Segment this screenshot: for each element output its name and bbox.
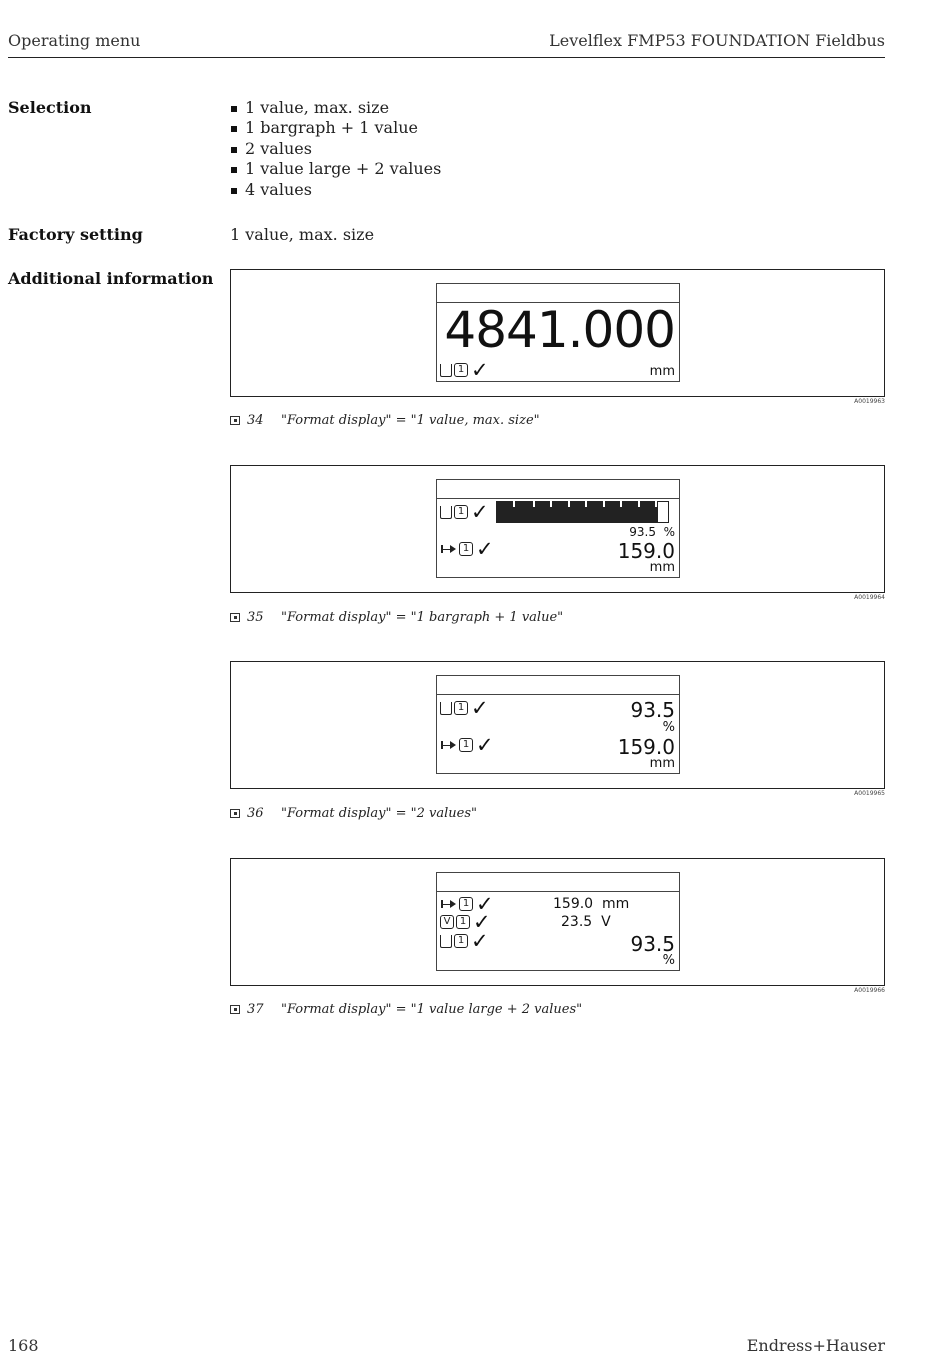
- figure-icon: [230, 1005, 240, 1014]
- small-value-2: 23.5 V: [561, 914, 611, 930]
- bargraph-readout: [629, 525, 675, 539]
- small-value-1: 159.0 mm: [553, 896, 630, 912]
- tank-level-icon: [440, 702, 452, 715]
- list-item: 4 values: [230, 180, 441, 200]
- display-value-1: 93.5: [630, 698, 675, 722]
- factory-setting-value: 1 value, max. size: [230, 225, 375, 244]
- list-item: 2 values: [230, 139, 441, 159]
- bargraph-tick: [638, 501, 640, 507]
- header-section-title: Operating menu: [8, 31, 141, 50]
- brand-name: Endress+Hauser: [746, 1336, 885, 1355]
- channel-badge: 1: [454, 505, 468, 519]
- figure-icon: [230, 416, 240, 425]
- distance-arrow-icon: [440, 897, 457, 911]
- check-icon: ✓: [476, 892, 494, 916]
- check-icon: ✓: [476, 733, 494, 757]
- lcd-header-bar: [437, 480, 679, 499]
- list-item: 1 value large + 2 values: [230, 159, 441, 179]
- bargraph-unit: %: [663, 525, 675, 539]
- display-unit: mm: [649, 364, 675, 379]
- display-unit: mm: [649, 560, 675, 575]
- display-unit: %: [662, 953, 675, 968]
- figure-36-frame: [230, 661, 885, 789]
- channel-badge: 1: [454, 363, 468, 377]
- display-unit-2: mm: [649, 756, 675, 771]
- tank-level-icon: [440, 364, 452, 377]
- figure-number: 34: [247, 413, 264, 428]
- status-indicators: [440, 696, 489, 720]
- header-rule: [8, 57, 885, 58]
- list-item: 1 bargraph + 1 value: [230, 118, 441, 138]
- lcd-header-bar: [437, 676, 679, 695]
- bargraph-tick: [585, 501, 587, 507]
- figure-number: 36: [247, 806, 264, 821]
- bullet-icon: [231, 106, 237, 112]
- distance-arrow-icon: [440, 542, 457, 556]
- check-icon: ✓: [471, 358, 489, 382]
- bargraph: [496, 501, 669, 523]
- tank-level-icon: [440, 506, 452, 519]
- figure-id: A0019963: [854, 398, 885, 405]
- lcd-header-bar: [437, 873, 679, 892]
- lcd-display: [436, 872, 680, 971]
- check-icon: ✓: [471, 929, 489, 953]
- selection-label: Selection: [8, 98, 92, 117]
- channel-badge: 1: [459, 738, 473, 752]
- bargraph-tick: [655, 501, 657, 507]
- additional-information-label: Additional information: [8, 269, 214, 288]
- bargraph-tick: [568, 501, 570, 507]
- status-indicators: [440, 358, 489, 382]
- figure-id: A0019964: [854, 594, 885, 601]
- figure-number: 35: [247, 610, 264, 625]
- figure-caption-text: "Format display" = "2 values": [281, 806, 477, 821]
- channel-badge: 1: [456, 915, 470, 929]
- status-indicators: [440, 537, 494, 561]
- check-icon: ✓: [471, 696, 489, 720]
- bargraph-value: 93.5: [629, 525, 656, 539]
- bargraph-tick: [513, 501, 515, 507]
- figure-34-frame: [230, 269, 885, 397]
- channel-badge: 1: [459, 897, 473, 911]
- figure-37-frame: [230, 858, 885, 986]
- status-indicators: [440, 929, 489, 953]
- display-value: 4841.000: [444, 301, 675, 359]
- lcd-display: [436, 675, 680, 774]
- display-value-2: 159.0: [617, 735, 675, 759]
- bullet-icon: [231, 126, 237, 132]
- bargraph-tick: [620, 501, 622, 507]
- figure-icon: [230, 613, 240, 622]
- channel-badge: 1: [454, 934, 468, 948]
- channel-badge: 1: [459, 542, 473, 556]
- bargraph-tick: [550, 501, 552, 507]
- figure-number: 37: [247, 1002, 264, 1017]
- display-value: 93.5: [630, 932, 675, 956]
- figure-icon: [230, 809, 240, 818]
- bargraph-fill: [496, 501, 658, 523]
- figure-caption-text: "Format display" = "1 bargraph + 1 value": [281, 610, 564, 625]
- page-number: 168: [8, 1336, 39, 1355]
- tank-level-icon: [440, 935, 452, 948]
- status-indicators: [440, 733, 494, 757]
- check-icon: ✓: [473, 910, 491, 934]
- figure-caption-text: "Format display" = "1 value, max. size": [281, 413, 540, 428]
- lcd-display: [436, 283, 680, 382]
- bullet-icon: [231, 167, 237, 173]
- header-product-name: Levelflex FMP53 FOUNDATION Fieldbus: [549, 31, 885, 50]
- lcd-display: [436, 479, 680, 578]
- figure-35-frame: [230, 465, 885, 593]
- distance-arrow-icon: [440, 738, 457, 752]
- bargraph-tick: [603, 501, 605, 507]
- list-item: 1 value, max. size: [230, 98, 441, 118]
- selection-list: [230, 98, 441, 200]
- bullet-icon: [231, 188, 237, 194]
- bargraph-empty: [658, 501, 669, 523]
- display-value: 159.0: [617, 539, 675, 563]
- display-unit-1: %: [662, 720, 675, 735]
- channel-badge: 1: [454, 701, 468, 715]
- figure-id: A0019965: [854, 790, 885, 797]
- voltage-badge: V: [440, 915, 454, 929]
- figure-caption-text: "Format display" = "1 value large + 2 values": [281, 1002, 583, 1017]
- bullet-icon: [231, 147, 237, 153]
- check-icon: ✓: [471, 500, 489, 524]
- factory-setting-label: Factory setting: [8, 225, 143, 244]
- check-icon: ✓: [476, 537, 494, 561]
- status-indicators: [440, 500, 489, 524]
- bargraph-tick: [533, 501, 535, 507]
- figure-id: A0019966: [854, 987, 885, 994]
